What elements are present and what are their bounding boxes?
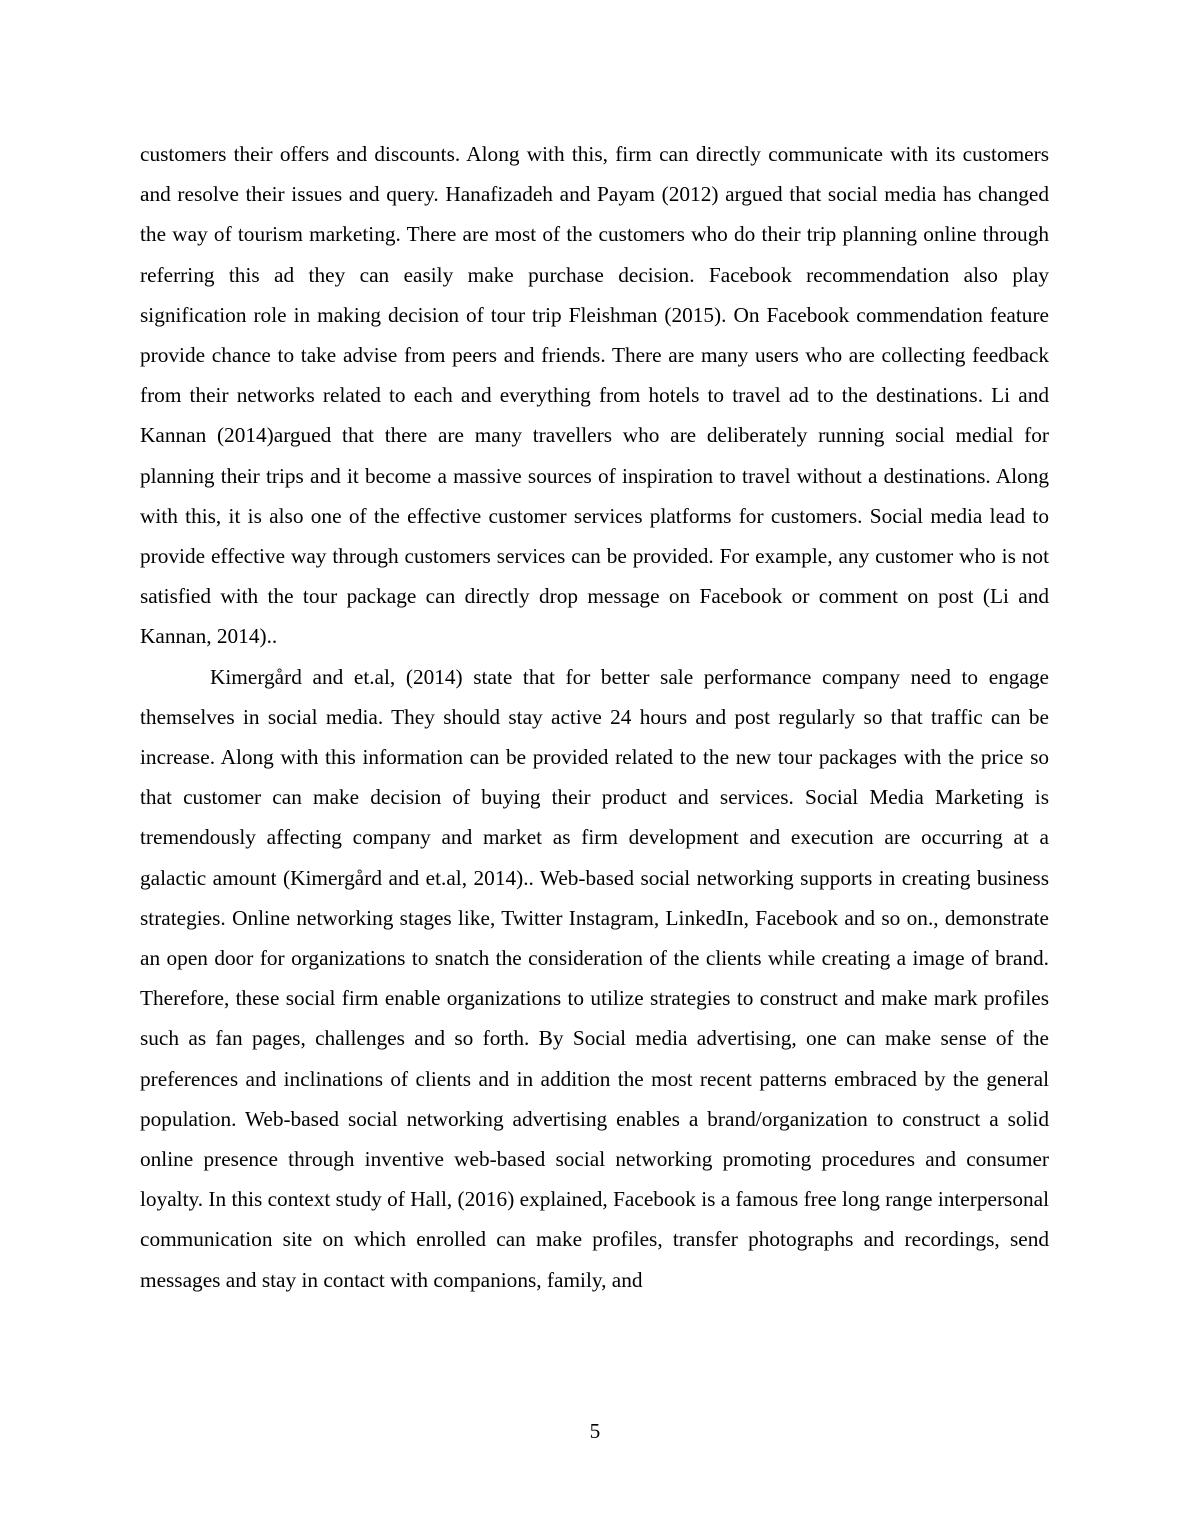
body-text [140,134,1049,1300]
paragraph-1: customers their offers and discounts. Along with this, firm can directly communicate with its customers and resolve their issues and query. Hanafizadeh and Payam (2012) argued that social media has changed the way of tourism marketing. There are most of the customers who do their trip planning online through referring this ad they can easily make purchase decision. Facebook recommendation also play signification role in making decision of tour trip Fleishman (2015). On Facebook commendation feature provide chance to take advise from peers and friends. There are many users who are collecting feedback from their networks related to each and everything from hotels to travel ad to the destinations. Li and Kannan (2014)argued that there are many travellers who are deliberately running social medial for planning their trips and it become a massive sources of inspiration to travel without a destinations. Along with this, it is also one of the effective customer services platforms for customers. Social media lead to provide effective way through customers services can be provided. For example, any customer who is not satisfied with the tour package can directly drop message on Facebook or comment on post (Li and Kannan, 2014).. [140,142,1049,649]
page-number: 5 [589,1419,601,1443]
paragraph-2: Kimergård and et.al, (2014) state that for better sale performance company need to engage themselves in social media. They should stay active 24 hours and post regularly so that traffic can be increase. Along with this information can be provided related to the new tour packages with the price so that customer can make decision of buying their product and services. Social Media Marketing is tremendously affecting company and market as firm development and execution are occurring at a galactic amount (Kimergård and et.al, 2014).. Web-based social networking supports in creating business strategies. Online networking stages like, Twitter Instagram, LinkedIn, Facebook and so on., demonstrate an open door for organizations to snatch the consideration of the clients while creating a image of brand. Therefore, these social firm enable organizations to utilize strategies to construct and make mark profiles such as fan pages, challenges and so forth. By Social media advertising, one can make sense of the preferences and inclinations of clients and in addition the most recent patterns embraced by the general population. Web-based social networking advertising enables a brand/organization to construct a solid online presence through inventive web-based social networking promoting procedures and consumer loyalty. In this context study of Hall, (2016) explained, Facebook is a famous free long range interpersonal communication site on which enrolled can make profiles, transfer photographs and recordings, send messages and stay in contact with companions, family, and [140,664,1049,1292]
